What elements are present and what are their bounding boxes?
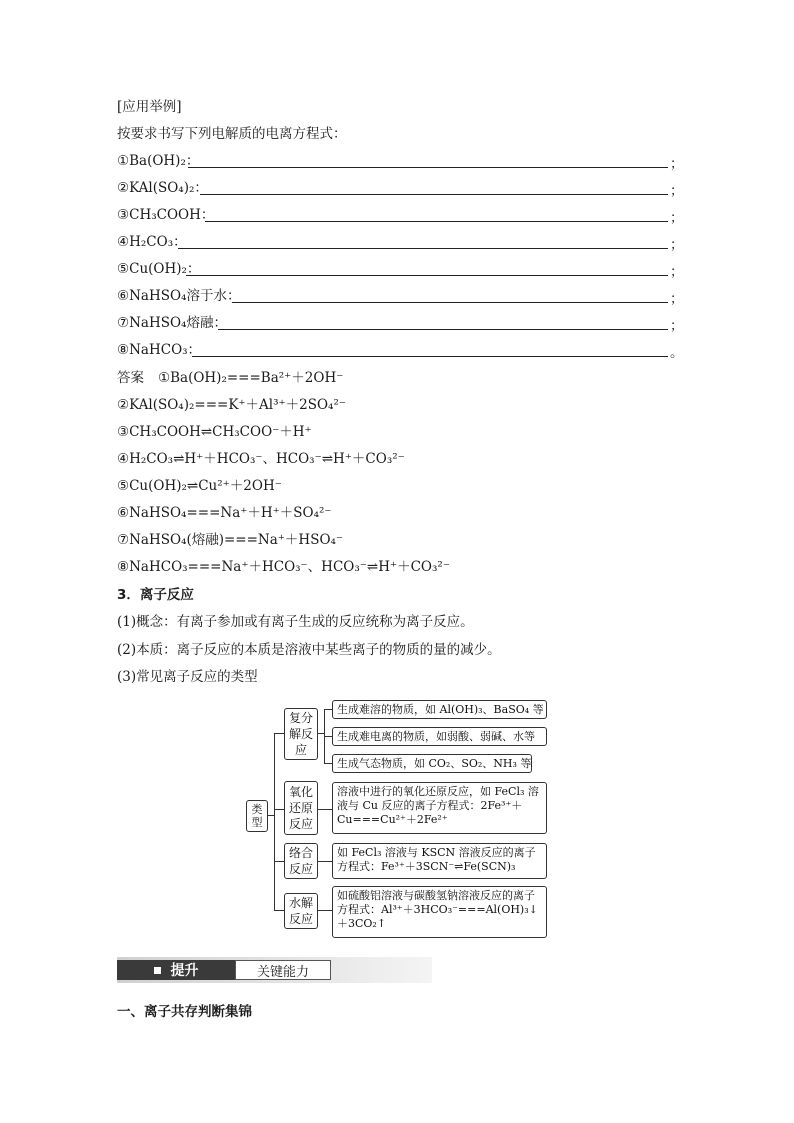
answer-5: ⑤Cu(OH)₂⇌Cu²⁺＋2OH⁻ xyxy=(117,478,282,494)
branch-metathesis: 复分解反应 xyxy=(284,708,318,760)
banner-left: 提升 xyxy=(117,960,235,980)
answer-blank-line[interactable] xyxy=(192,356,668,357)
diagram-connector xyxy=(318,861,332,862)
leaf-weak-electrolyte: 生成难电离的物质，如弱酸、弱碱、水等 xyxy=(332,727,547,746)
diagram-root: 类型 xyxy=(246,800,268,832)
answer-blank-line[interactable] xyxy=(200,194,668,195)
diagram-trunk xyxy=(274,733,275,911)
line-end-punctuation: ； xyxy=(670,264,684,280)
branch-complexation: 络合反应 xyxy=(284,843,318,879)
diagram-connector xyxy=(274,733,284,734)
answer-6: ⑥NaHSO₄===Na⁺＋H⁺＋SO₄²⁻ xyxy=(117,505,332,521)
answer-1: 答案 ①Ba(OH)₂===Ba²⁺＋2OH⁻ xyxy=(117,370,344,386)
essence-line: (2)本质：离子反应的本质是溶液中某些离子的物质的量的减少。 xyxy=(117,642,501,658)
leaf-hydrolysis-example: 如硫酸铝溶液与碳酸氢钠溶液反应的离子方程式：Al³⁺＋3HCO₃⁻===Al(OH)₃↓＋3CO₂↑ xyxy=(332,886,547,938)
diagram-connector xyxy=(318,809,332,810)
leaf-insoluble: 生成难溶的物质，如 Al(OH)₃、BaSO₄ 等 xyxy=(332,700,547,719)
question-number: ⑥ xyxy=(117,288,130,304)
line-end-punctuation: ； xyxy=(670,183,684,199)
line-end-punctuation: 。 xyxy=(670,345,684,361)
line-end-punctuation: ； xyxy=(670,210,684,226)
answer-4: ④H₂CO₃⇌H⁺＋HCO₃⁻、HCO₃⁻⇌H⁺＋CO₃²⁻ xyxy=(117,451,405,467)
question-number: ⑤ xyxy=(117,261,130,277)
answer-blank-line[interactable] xyxy=(205,221,668,222)
line-end-punctuation: ； xyxy=(670,291,684,307)
question-number: ⑦ xyxy=(117,315,130,331)
answer-blank-line[interactable] xyxy=(188,167,668,168)
concept-line: (1)概念：有离子参加或有离子生成的反应统称为离子反应。 xyxy=(117,614,474,630)
leaf-gas: 生成气态物质，如 CO₂、SO₂、NH₃ 等 xyxy=(332,754,532,773)
diagram-connector xyxy=(274,809,284,810)
leaf-redox-example: 溶液中进行的氧化还原反应，如 FeCl₃ 溶液与 Cu 反应的离子方程式：2Fe³⁺＋Cu===Cu²⁺＋2Fe²⁺ xyxy=(332,782,547,834)
example-heading: [应用举例] xyxy=(117,99,182,115)
question-formula: H₂CO₃： xyxy=(129,234,187,250)
question-number: ③ xyxy=(117,207,130,223)
diagram-connector xyxy=(324,736,332,737)
question-formula: KAl(SO₄)₂： xyxy=(129,180,208,196)
question-formula: Ba(OH)₂： xyxy=(129,153,200,169)
question-number: ② xyxy=(117,180,130,196)
answer-blank-line[interactable] xyxy=(178,248,668,249)
question-8 xyxy=(117,341,201,359)
question-formula: Cu(OH)₂： xyxy=(129,261,201,277)
diagram-connector xyxy=(324,763,332,764)
answer-label: 答案 xyxy=(117,370,144,386)
question-formula: NaHSO₄熔融： xyxy=(129,315,227,331)
answer-3: ③CH₃COOH⇌CH₃COO⁻＋H⁺ xyxy=(117,424,312,440)
question-7 xyxy=(117,314,227,332)
subsection-title: 一、离子共存判断集锦 xyxy=(117,1004,252,1020)
answer-blank-line[interactable] xyxy=(232,302,668,303)
question-2 xyxy=(117,179,208,197)
line-end-punctuation: ； xyxy=(670,237,684,253)
banner-right: 关键能力 xyxy=(235,960,331,980)
question-4 xyxy=(117,233,187,251)
instruction: 按要求书写下列电解质的电离方程式： xyxy=(117,126,347,142)
branch-hydrolysis: 水解反应 xyxy=(284,893,318,929)
question-formula: NaHSO₄溶于水： xyxy=(129,288,241,304)
answer-2: ②KAl(SO₄)₂===K⁺＋Al³⁺＋2SO₄²⁻ xyxy=(117,397,346,413)
question-number: ⑧ xyxy=(117,342,130,358)
line-end-punctuation: ； xyxy=(670,318,684,334)
diagram-connector xyxy=(324,709,332,710)
diagram-connector xyxy=(318,910,332,911)
types-heading: (3)常见离子反应的类型 xyxy=(117,669,258,685)
question-number: ④ xyxy=(117,234,130,250)
leaf-complex-example: 如 FeCl₃ 溶液与 KSCN 溶液反应的离子方程式：Fe³⁺＋3SCN⁻⇌Fe(SCN)₃ xyxy=(332,843,547,879)
section-3-title: 3．离子反应 xyxy=(117,587,194,603)
diagram-connector xyxy=(274,861,284,862)
question-formula: NaHCO₃： xyxy=(129,342,202,358)
branch-redox: 氧化还原反应 xyxy=(284,781,318,835)
question-number: ① xyxy=(117,153,130,169)
answer-7: ⑦NaHSO₄(熔融)===Na⁺＋HSO₄⁻ xyxy=(117,532,344,548)
line-end-punctuation: ； xyxy=(670,156,684,172)
answer-blank-line[interactable] xyxy=(186,275,668,276)
square-icon xyxy=(154,967,161,974)
question-6 xyxy=(117,287,240,305)
answer-8: ⑧NaHCO₃===Na⁺＋HCO₃⁻、HCO₃⁻⇌H⁺＋CO₃²⁻ xyxy=(117,559,450,575)
answer-blank-line[interactable] xyxy=(218,329,668,330)
question-3 xyxy=(117,206,214,224)
question-formula: CH₃COOH： xyxy=(129,207,215,223)
diagram-connector xyxy=(274,910,284,911)
